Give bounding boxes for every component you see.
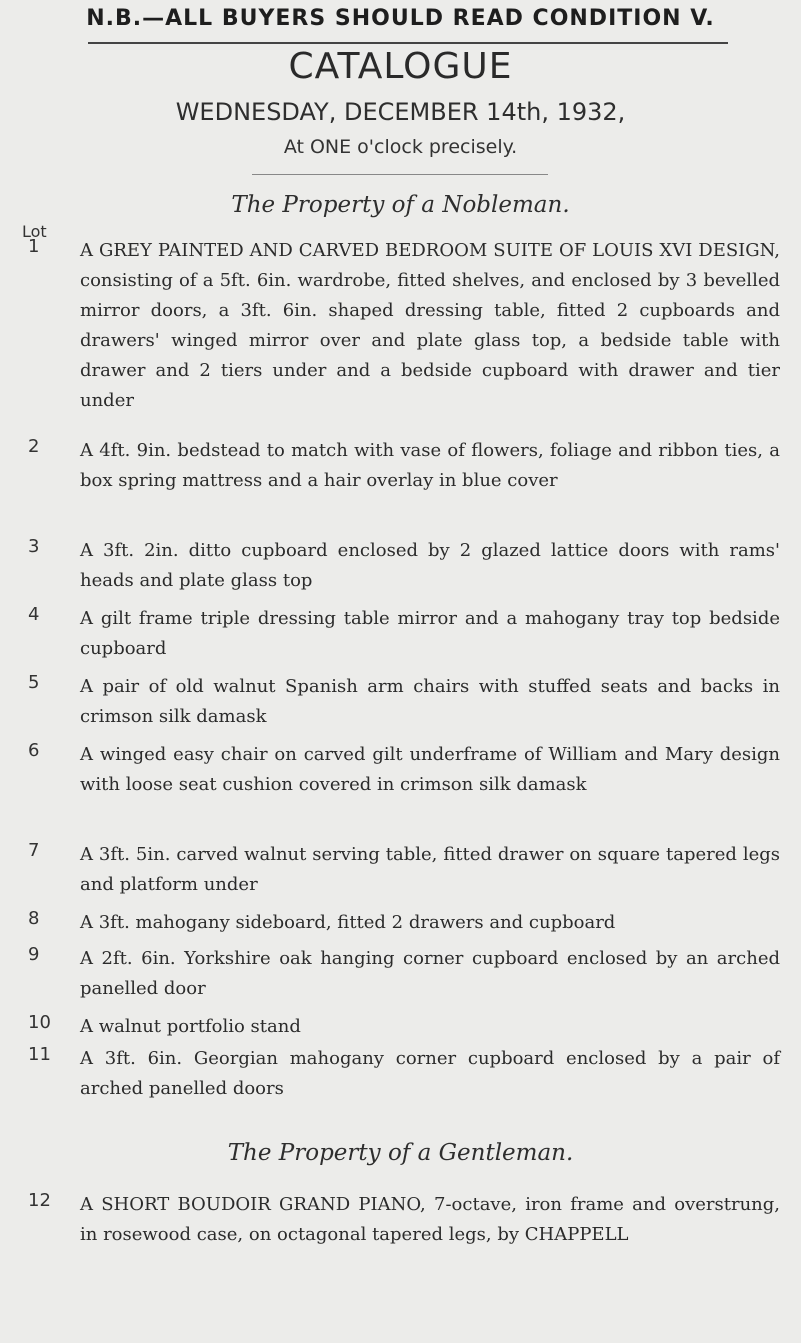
section-heading: The Property of a Gentleman.: [227, 1140, 574, 1166]
lot-number: 2: [28, 436, 40, 457]
lot-number: 4: [28, 604, 40, 625]
lot-number: 5: [28, 672, 40, 693]
lot-description: A 3ft. mahogany sideboard, fitted 2 drawers and cupboard: [80, 912, 616, 933]
title-divider: [252, 174, 548, 175]
lot-number: 11: [28, 1044, 51, 1065]
sale-time: At ONE o'clock precisely.: [283, 136, 518, 158]
lot-column-label: Lot: [22, 222, 47, 241]
lot-description: A SHORT BOUDOIR GRAND PIANO, 7-octave, iron frame and overstrung, in rosewood case, on octagonal tapered legs, by CHAPPELL: [80, 1194, 780, 1245]
lot-number: 8: [28, 908, 40, 929]
lot-description: A 2ft. 6in. Yorkshire oak hanging corner cupboard enclosed by an arched panelled door: [80, 948, 780, 999]
lot-description: A winged easy chair on carved gilt underframe of William and Mary design with loose seat cushion covered in crimson silk damask: [80, 744, 780, 795]
condition-notice: N.B.—ALL BUYERS SHOULD READ CONDITION V.: [86, 6, 715, 31]
lot-number: 6: [28, 740, 40, 761]
sale-date: WEDNESDAY, DECEMBER 14th, 1932,: [175, 98, 626, 126]
lot-description: A 3ft. 5in. carved walnut serving table, fitted drawer on square tapered legs and platform under: [80, 844, 780, 895]
notice-underline: [88, 42, 728, 44]
lot-number: 9: [28, 944, 40, 965]
section-heading: The Property of a Nobleman.: [231, 192, 570, 218]
lot-number: 3: [28, 536, 40, 557]
lot-description: A 3ft. 2in. ditto cupboard enclosed by 2 glazed lattice doors with rams' heads and plate glass top: [80, 540, 780, 591]
lot-number: 12: [28, 1190, 51, 1211]
lot-number: 7: [28, 840, 40, 861]
lot-description: A 3ft. 6in. Georgian mahogany corner cupboard enclosed by a pair of arched panelled doors: [80, 1048, 780, 1099]
lot-description: A walnut portfolio stand: [80, 1016, 301, 1037]
lot-description: A pair of old walnut Spanish arm chairs with stuffed seats and backs in crimson silk damask: [80, 676, 780, 727]
lot-description: A 4ft. 9in. bedstead to match with vase of flowers, foliage and ribbon ties, a box spring mattress and a hair overlay in blue cover: [80, 440, 780, 491]
lot-description: A gilt frame triple dressing table mirror and a mahogany tray top bedside cupboard: [80, 608, 780, 659]
catalogue-title: CATALOGUE: [288, 46, 513, 87]
lot-number: 10: [28, 1012, 51, 1033]
lot-number: 1: [28, 236, 40, 257]
lot-description: A GREY PAINTED AND CARVED BEDROOM SUITE OF LOUIS XVI DESIGN, consisting of a 5ft. 6in. wardrobe, fitted shelves, and enclosed by 3 bevelled mirror doors, a 3ft. 6in. shaped dressing table, fitted 2 cupboards and drawers' winged mirror over and plate glass top, a bedside table with drawer and 2 tiers under and a bedside cupboard with drawer and tier under: [80, 240, 780, 411]
